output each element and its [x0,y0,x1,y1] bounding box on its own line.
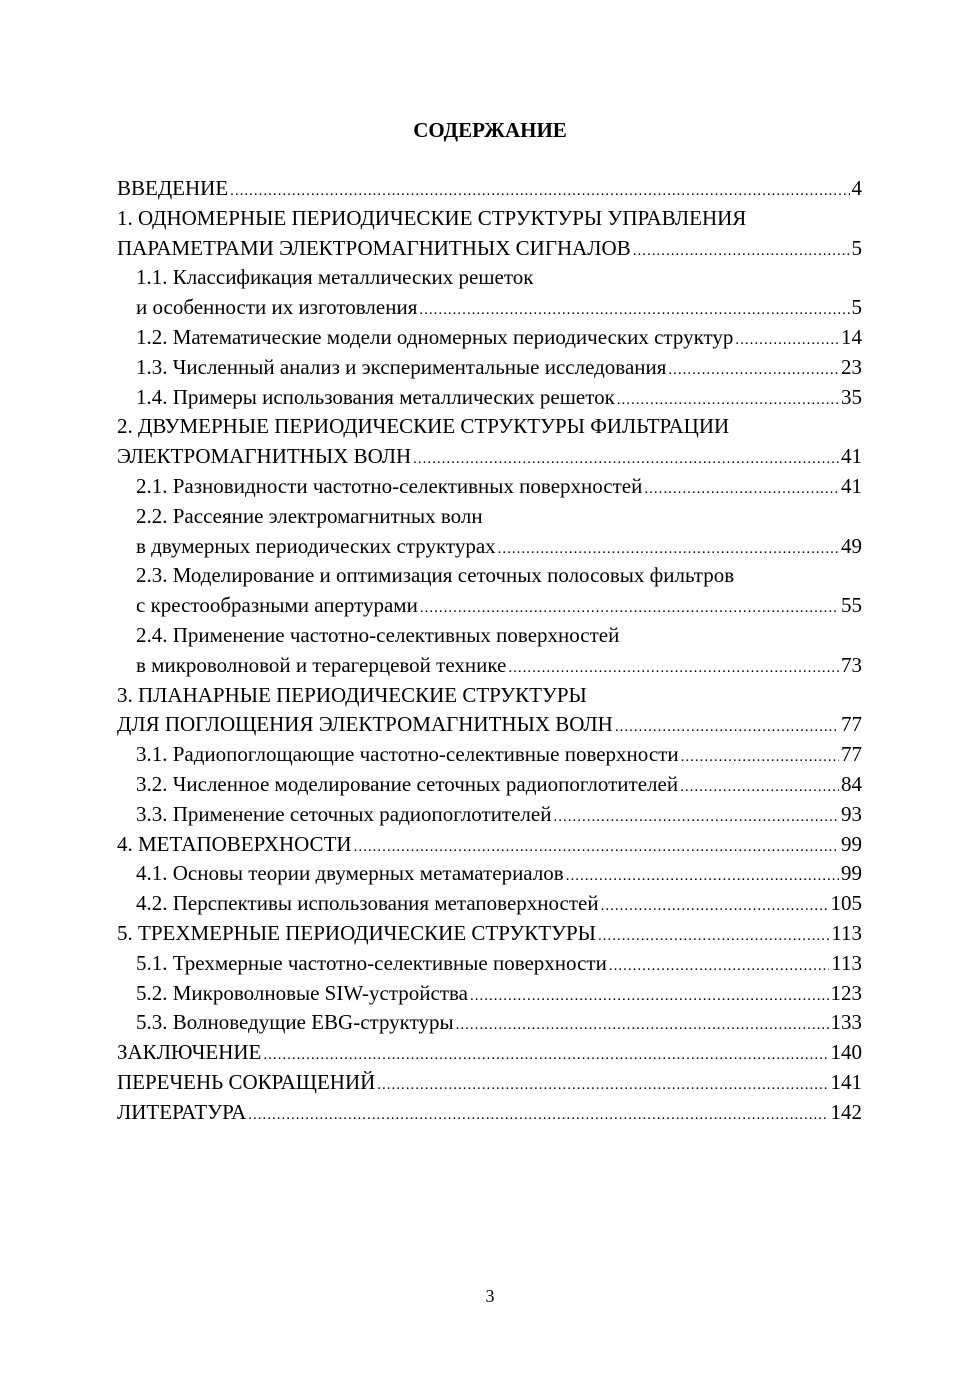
toc-entry-title: 3.1. Радиопоглощающие частотно-селективные поверхности [136,742,679,767]
dot-leader [601,892,829,922]
dot-leader [566,862,839,892]
toc-entry-title: ВВЕДЕНИЕ [117,176,229,200]
toc-entry-title: ДЛЯ ПОГЛОЩЕНИЯ ЭЛЕКТРОМАГНИТНЫХ ВОЛН [117,712,613,737]
toc-entry [117,383,862,413]
toc-entry [117,323,862,353]
toc-entry [117,472,862,502]
page-number: 3 [485,1286,495,1306]
toc-entry-page: 41 [841,473,862,498]
toc-entry [117,800,862,830]
toc-entry [117,412,862,472]
dot-leader [470,982,829,1012]
toc-entry [117,621,862,681]
dot-leader [681,743,839,773]
toc-entry-title: ЗАКЛЮЧЕНИЕ [117,1040,262,1065]
toc-entry-page: 4 [851,176,862,200]
toc-entry-page: 55 [841,593,862,618]
dot-leader [508,654,839,684]
toc-entry [117,770,862,800]
toc-entry [117,740,862,770]
dot-leader [598,922,829,952]
toc-entry-page: 84 [841,771,862,796]
dot-leader [456,1011,829,1041]
toc-entry [117,353,862,383]
toc-entry-page: 113 [831,920,862,945]
toc-entry [117,979,862,1009]
dot-leader [498,535,839,565]
toc-entry-page: 133 [830,1010,862,1035]
toc-entry [117,561,862,621]
table-of-contents [117,174,862,1128]
dot-leader [377,1071,828,1101]
dot-leader [668,356,839,386]
toc-entry-title: с крестообразными апертурами [136,593,418,618]
toc-entry-page: 23 [841,354,862,379]
toc-entry [117,1098,862,1128]
toc-entry-title-line: 2.3. Моделирование и оптимизация сеточных полосовых фильтров [136,563,735,588]
toc-entry-title: ПАРАМЕТРАМИ ЭЛЕКТРОМАГНИТНЫХ СИГНАЛОВ [117,235,631,260]
toc-entry-title-line: 2.2. Рассеяние электромагнитных волн [136,503,483,528]
toc-entry-title: 5.3. Волноведущие EBG-структуры [136,1010,454,1035]
toc-entry-page: 77 [841,712,862,737]
dot-leader [354,833,839,863]
toc-entry-title: в двумерных периодических структурах [136,533,496,558]
toc-entry-page: 77 [841,742,862,767]
toc-entry [117,263,862,323]
dot-leader [263,1041,828,1071]
dot-leader [609,952,829,982]
toc-entry-title: ЛИТЕРАТУРА [117,1099,247,1124]
toc-entry-page: 123 [830,980,862,1005]
toc-entry-title: ЭЛЕКТРОМАГНИТНЫХ ВОЛН [117,444,412,469]
dot-leader [644,475,839,505]
toc-entry-title: 1.4. Примеры использования металлических решеток [136,384,615,409]
toc-entry [117,681,862,741]
dot-leader [419,296,849,326]
toc-entry [117,859,862,889]
toc-entry-title: 4. МЕТАПОВЕРХНОСТИ [117,831,352,856]
toc-entry-title-line: 3. ПЛАНАРНЫЕ ПЕРИОДИЧЕСКИЕ СТРУКТУРЫ [117,682,587,707]
toc-entry [117,204,862,264]
dot-leader [633,237,850,267]
toc-entry-page: 14 [841,324,862,349]
toc-entry [117,1008,862,1038]
toc-entry-page: 5 [851,295,862,320]
toc-entry-title: 5.2. Микроволновые SIW-устройства [136,980,468,1005]
toc-entry-title: 3.2. Численное моделирование сеточных радиопоглотителей [136,771,679,796]
toc-entry-page: 141 [830,1069,862,1094]
toc-entry-title: 4.1. Основы теории двумерных метаматериалов [136,861,564,886]
toc-entry-title: 1.2. Математические модели одномерных периодических структур [136,324,734,349]
toc-entry-title: и особенности их изготовления [136,295,418,320]
toc-entry-title-line: 2.4. Применение частотно-селективных поверхностей [136,622,620,647]
toc-entry-title: 2.1. Разновидности частотно-селективных поверхностей [136,473,643,498]
toc-entry-page: 41 [841,444,862,469]
toc-entry [117,502,862,562]
toc-entry-title: 5. ТРЕХМЕРНЫЕ ПЕРИОДИЧЕСКИЕ СТРУКТУРЫ [117,920,596,945]
toc-entry [117,1068,862,1098]
toc-entry [117,1038,862,1068]
toc-entry-page: 142 [830,1099,862,1124]
dot-leader [680,773,839,803]
page-title: СОДЕРЖАНИЕ [413,118,567,142]
toc-entry-page: 105 [830,891,862,916]
toc-entry-title-line: 1. ОДНОМЕРНЫЕ ПЕРИОДИЧЕСКИЕ СТРУКТУРЫ УПРАВЛЕНИЯ [117,205,747,230]
toc-entry-title-line: 2. ДВУМЕРНЫЕ ПЕРИОДИЧЕСКИЕ СТРУКТУРЫ ФИЛЬТРАЦИИ [117,414,730,439]
toc-entry-page: 73 [841,652,862,677]
dot-leader [420,594,839,624]
toc-entry [117,949,862,979]
toc-entry-page: 99 [841,831,862,856]
toc-entry-title: в микроволновой и терагерцевой технике [136,652,507,677]
dot-leader [553,803,839,833]
toc-entry-page: 93 [841,801,862,826]
toc-entry [117,919,862,949]
dot-leader [230,177,849,207]
dot-leader [615,713,839,743]
toc-entry-page: 49 [841,533,862,558]
toc-entry [117,830,862,860]
dot-leader [248,1101,828,1131]
toc-entry-page: 99 [841,861,862,886]
toc-entry-title: 1.3. Численный анализ и экспериментальные исследования [136,354,667,379]
dot-leader [413,445,839,475]
toc-entry-page: 35 [841,384,862,409]
toc-entry-title-line: 1.1. Классификация металлических решеток [136,265,534,290]
toc-entry-page: 140 [830,1040,862,1065]
toc-entry-page: 5 [851,235,862,260]
toc-entry [117,889,862,919]
toc-entry-title: 4.2. Перспективы использования метаповерхностей [136,891,599,916]
toc-entry-title: ПЕРЕЧЕНЬ СОКРАЩЕНИЙ [117,1069,376,1094]
toc-entry [117,174,862,204]
toc-entry-title: 5.1. Трехмерные частотно-селективные поверхности [136,950,607,975]
dot-leader [617,386,839,416]
toc-entry-title: 3.3. Применение сеточных радиопоглотителей [136,801,552,826]
dot-leader [735,326,839,356]
toc-entry-page: 113 [831,950,862,975]
